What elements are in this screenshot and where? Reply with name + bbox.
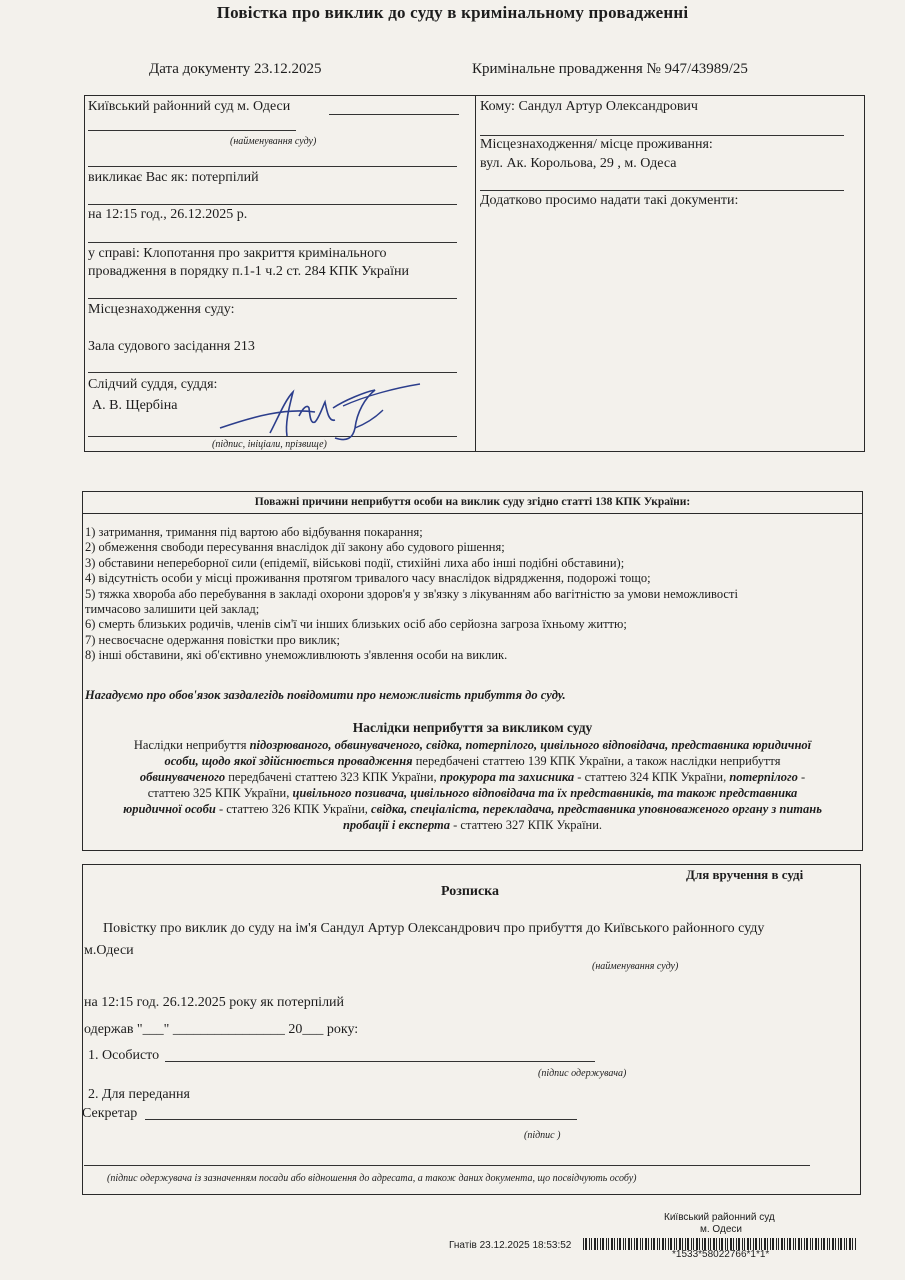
case-subject-line2: провадження в порядку п.1-1 ч.2 ст. 284 КПК України: [88, 264, 409, 279]
consequences-heading: Наслідки неприбуття за викликом суду: [352, 720, 593, 735]
column-divider: [475, 95, 476, 452]
reason-item: 3) обставини непереборної сили (епідемії, військові події, стихійні лиха або інші подібні обставини);: [85, 555, 625, 570]
recipient-signature-hint: (підпис одержувача): [538, 1068, 627, 1079]
address-label: Місцезнаходження/ місце проживання:: [480, 137, 713, 152]
receipt-line2: м.Одеси: [84, 943, 134, 958]
court-name-hint: (найменування суду): [230, 136, 317, 147]
secretary-signature-hint: (підпис ): [524, 1130, 561, 1141]
document-date: Дата документу 23.12.2025: [149, 61, 322, 77]
court-hall: Зала судового засідання 213: [88, 339, 255, 354]
receipt-time: на 12:15 год. 26.12.2025 року як потерпілий: [84, 995, 345, 1010]
summons-role: викликає Вас як: потерпілий: [88, 170, 259, 185]
reason-item: 6) смерть близьких родичів, членів сім'ї чи інших близьких осіб або серйозна загроза їхньому життю;: [85, 617, 627, 632]
reason-item: 4) відсутність особи у місці проживання протягом тривалого часу внаслідок відрядження, подорожі тощо;: [85, 571, 651, 586]
recipient-address: вул. Ак. Корольова, 29 , м. Одеса: [480, 156, 677, 171]
personally-label: 1. Особисто: [88, 1048, 160, 1063]
recipient-name: Кому: Сандул Артур Олександрович: [480, 99, 698, 114]
receipt-title: Розписка: [441, 884, 500, 899]
document-title: Повістка про виклик до суду в кримінальному провадженні: [216, 3, 689, 22]
receipt-court-hint: (найменування суду): [592, 961, 679, 972]
documents-label: Додатково просимо надати такі документи:: [480, 193, 739, 208]
consequences-line: Наслідки неприбуття підозрюваного, обвинуваченого, свідка, потерпілого, цивільного відповідача, представника юридичної: [133, 738, 812, 752]
bottom-signature-hint: (підпис одержувача із зазначенням посади або відношення до адресата, а також даних документа, що посвідчують особу): [107, 1173, 637, 1184]
case-number: Кримінальне провадження № 947/43989/25: [472, 61, 748, 77]
receipt-line1: Повістку про виклик до суду на ім'я Сандул Артур Олександрович про прибуття до Київського районного суду: [103, 921, 765, 936]
consequences-text: [84, 737, 861, 833]
consequences-line: статтею 325 КПК України, цивільного позивача, цивільного відповідача та їх представників, та також представника: [147, 786, 798, 800]
received-date: одержав "___" ________________ 20___ року:: [84, 1022, 359, 1037]
court-location-label: Місцезнаходження суду:: [88, 302, 235, 317]
judge-signature: [215, 378, 425, 450]
judge-label: Слідчий суддя, суддя:: [88, 377, 218, 392]
reason-item: тимчасово залишити цей заклад;: [85, 602, 260, 617]
consequences-line: пробації і експерта - статтею 327 КПК України.: [342, 818, 603, 832]
for-court-label: Для вручення в суді: [686, 867, 804, 882]
reasons-divider: [82, 513, 863, 514]
reason-item: 2) обмеження свободи пересування внаслідок дії закону або судового рішення;: [85, 540, 505, 555]
reasons-list: [85, 525, 860, 664]
reasons-heading: Поважні причини неприбуття особи на виклик суду згідно статті 138 КПК України:: [254, 496, 691, 508]
reason-item: 5) тяжка хвороба або перебування в закладі охорони здоров'я у зв'язку з лікуванням або вагітністю за умови неможливості: [85, 586, 738, 601]
footer-court: Київський районний суд: [664, 1212, 775, 1223]
reason-item: 8) інші обставини, які об'єктивно унеможливлюють з'явлення особи на виклик.: [85, 648, 508, 663]
consequences-line: особи, щодо якої здійснюється провадження передбачені статтею 139 КПК України, а також наслідки неприбуття: [164, 754, 781, 768]
transfer-label: 2. Для передання: [88, 1087, 190, 1102]
footer-stamp: Гнатів 23.12.2025 18:53:52: [449, 1240, 572, 1251]
secretary-label: Секретар: [82, 1106, 138, 1121]
court-name: Київський районний суд м. Одеси: [88, 99, 291, 114]
footer-city: м. Одеси: [700, 1224, 742, 1235]
reason-item: 1) затримання, тримання під вартою або відбування покарання;: [85, 525, 423, 539]
reminder: Нагадуємо про обов'язок заздалегідь повідомити про неможливість прибуття до суду.: [85, 688, 566, 702]
consequences-line: обвинуваченого передбачені статтею 323 КПК України, прокурора та захисника - статтею 324 КПК України, потерпілого -: [139, 770, 806, 784]
hearing-time: на 12:15 год., 26.12.2025 р.: [88, 207, 248, 222]
reason-item: 7) несвоєчасне одержання повістки про виклик;: [85, 632, 340, 647]
consequences-line: юридичної особи - статтею 326 КПК України, свідка, спеціаліста, перекладача, представника уповноваженого органу з питань: [123, 802, 822, 816]
barcode-text: *1533*58022766*1*1*: [672, 1249, 770, 1260]
case-subject-line1: у справі: Клопотання про закриття кримінального: [88, 246, 387, 261]
signature-hint: (підпис, ініціали, прізвище): [212, 439, 327, 450]
judge-name: А. В. Щербіна: [92, 398, 178, 413]
